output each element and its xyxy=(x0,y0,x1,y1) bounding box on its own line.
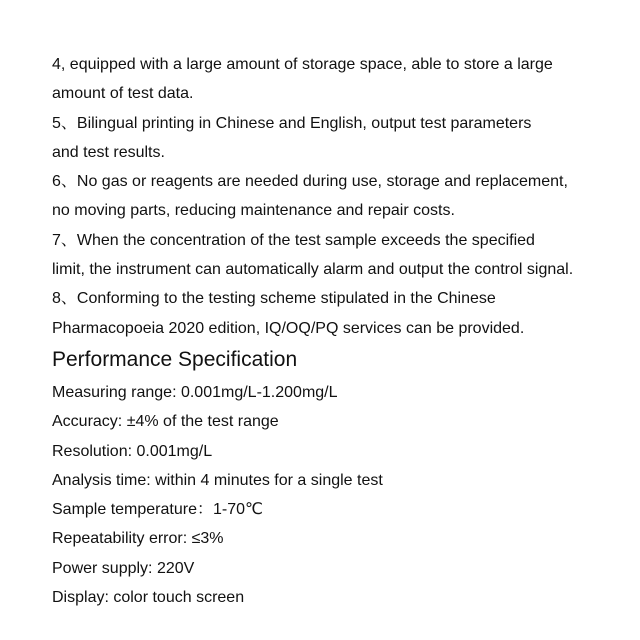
feature-line: 4, equipped with a large amount of storage space, able to store a large xyxy=(52,56,553,73)
feature-item-alarm xyxy=(52,226,632,285)
spec-list xyxy=(52,378,632,612)
feature-line: 7、When the concentration of the test sample exceeds the specified xyxy=(52,231,535,249)
feature-list xyxy=(52,50,632,343)
feature-line: amount of test data. xyxy=(52,85,194,103)
feature-line: and test results. xyxy=(52,143,165,161)
feature-line: limit, the instrument can automatically alarm and output the control signal. xyxy=(52,261,574,279)
feature-line: no moving parts, reducing maintenance and repair costs. xyxy=(52,202,455,220)
feature-line: 8、Conforming to the testing scheme stipulated in the Chinese xyxy=(52,290,496,308)
feature-line: 5、Bilingual printing in Chinese and English, output test parameters xyxy=(52,114,532,132)
feature-line: 6、No gas or reagents are needed during use, storage and replacement, xyxy=(52,173,568,191)
spec-resolution: Resolution: 0.001mg/L xyxy=(52,442,213,460)
spec-repeatability-error: Repeatability error: ≤3% xyxy=(52,530,224,548)
spec-sample-temperature: Sample temperature：1-70℃ xyxy=(52,501,263,519)
performance-section-title: Performance Specification xyxy=(52,347,298,371)
spec-measuring-range: Measuring range: 0.001mg/L-1.200mg/L xyxy=(52,383,338,401)
feature-item-bilingual-printing xyxy=(52,109,632,168)
spec-power-supply: Power supply: 220V xyxy=(52,559,195,577)
feature-item-storage xyxy=(52,50,632,109)
feature-item-pharmacopoeia xyxy=(52,284,632,343)
feature-item-no-reagents xyxy=(52,167,632,226)
spec-display: Display: color touch screen xyxy=(52,589,245,607)
document-body xyxy=(52,50,632,612)
spec-accuracy: Accuracy: ±4% of the test range xyxy=(52,413,279,431)
spec-analysis-time: Analysis time: within 4 minutes for a single test xyxy=(52,471,383,489)
feature-line: Pharmacopoeia 2020 edition, IQ/OQ/PQ services can be provided. xyxy=(52,319,525,337)
